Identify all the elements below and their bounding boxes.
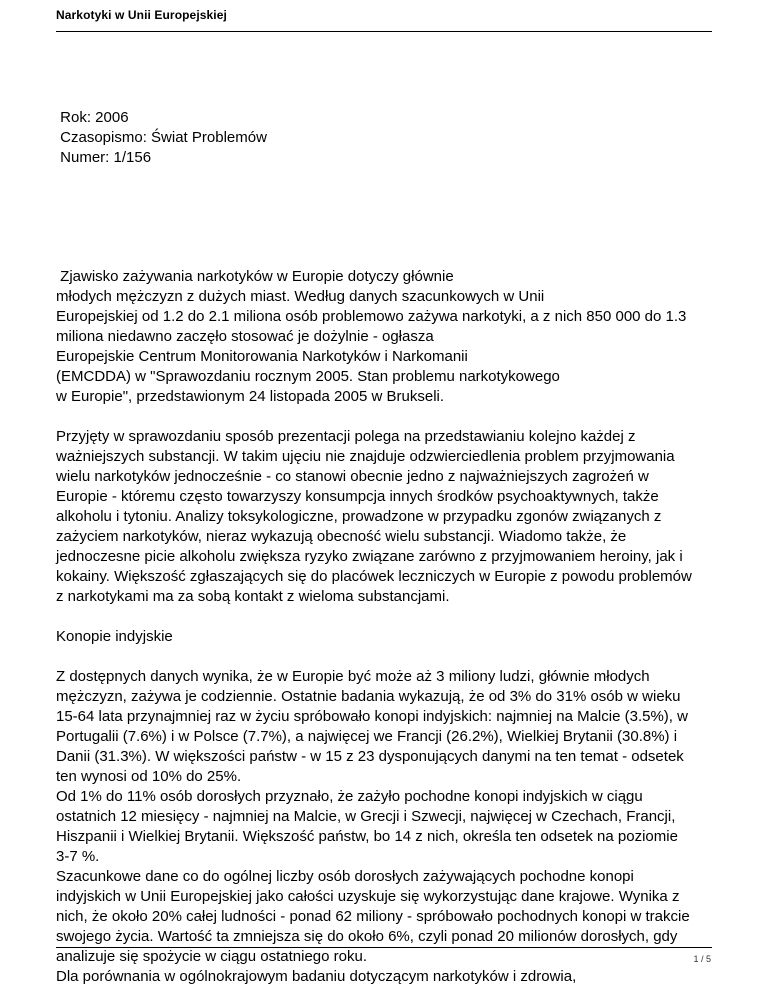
text-line: nich, że około 20% całej ludności - ponad 62 miliony - spróbowało pochodnych konopi w trakcie bbox=[56, 908, 690, 925]
section-heading bbox=[56, 627, 726, 647]
page-number: 1 / 5 bbox=[693, 954, 711, 964]
text-line: Europie - któremu często towarzyszy konsumpcja innych środków psychoaktywnych, także bbox=[56, 488, 659, 505]
text-line: kokainy. Większość zgłaszających się do placówek leczniczych w Europie z powodu problemów bbox=[56, 568, 692, 585]
text-line: mężczyzn, zażywa je codziennie. Ostatnie badania wykazują, że od 3% do 31% osób w wieku bbox=[56, 688, 681, 705]
paragraph-gap bbox=[56, 407, 726, 427]
text-line: w Europie", przedstawionym 24 listopada 2005 w Brukseli. bbox=[56, 388, 445, 405]
text-line: analizuje się spożycie w ciągu ostatniego roku. bbox=[56, 948, 368, 965]
text-line: miliona niedawno zaczęło stosować je dożylnie - ogłasza bbox=[56, 328, 434, 345]
text-line: ważniejszych substancji. W takim ujęciu nie znajduje odzwierciedlenia problem przyjmowania bbox=[56, 448, 675, 465]
text-line: (EMCDDA) w "Sprawozdaniu rocznym 2005. Stan problemu narkotykowego bbox=[56, 368, 560, 385]
paragraph-gap bbox=[56, 647, 726, 667]
paragraph bbox=[56, 427, 726, 607]
text-line: Z dostępnych danych wynika, że w Europie być może aż 3 miliony ludzi, głównie młodych bbox=[56, 668, 650, 685]
article-body bbox=[56, 267, 726, 987]
text-line: zażyciem narkotyków, nieraz wykazują obecność wielu substancji. Wiadomo także, że bbox=[56, 528, 627, 545]
text-line: Od 1% do 11% osób dorosłych przyznało, że zażyło pochodne konopi indyjskich w ciągu bbox=[56, 788, 643, 805]
meta-year: Rok: 2006 bbox=[56, 109, 129, 126]
text-line: młodych mężczyzn z dużych miast. Według danych szacunkowych w Unii bbox=[56, 288, 545, 305]
paragraph bbox=[56, 667, 726, 987]
text-line: Europejskie Centrum Monitorowania Narkotyków i Narkomanii bbox=[56, 348, 468, 365]
text-line: Zjawisko zażywania narkotyków w Europie dotyczy głównie bbox=[56, 268, 454, 285]
text-line: z narkotykami ma za sobą kontakt z wieloma substancjami. bbox=[56, 588, 450, 605]
meta-journal: Czasopismo: Świat Problemów bbox=[56, 129, 267, 146]
text-line: Przyjęty w sprawozdaniu sposób prezentacji polega na przedstawianiu kolejno każdej z bbox=[56, 428, 636, 445]
text-line: 15-64 lata przynajmniej raz w życiu spróbowało konopi indyjskich: najmniej na Malcie (3.5%), w bbox=[56, 708, 688, 725]
paragraph-gap bbox=[56, 607, 726, 627]
text-line: Hiszpanii i Wielkiej Brytanii. Większość państw, bo 14 z nich, określa ten odsetek na poziomie bbox=[56, 828, 678, 845]
text-line: Danii (31.3%). W większości państw - w 15 z 23 dysponujących danymi na ten temat - odsetek bbox=[56, 748, 684, 765]
text-line: ostatnich 12 miesięcy - najmniej na Malcie, w Grecji i Szwecji, najwięcej w Czechach, Francji, bbox=[56, 808, 676, 825]
footer-divider bbox=[56, 947, 712, 948]
page-header-title: Narkotyki w Unii Europejskiej bbox=[56, 8, 227, 22]
text-line: ten wynosi od 10% do 25%. bbox=[56, 768, 242, 785]
paragraph bbox=[56, 267, 726, 407]
text-line: Portugalii (7.6%) i w Polsce (7.7%), a najwięcej we Francji (26.2%), Wielkiej Brytanii (30.8%) i bbox=[56, 728, 678, 745]
text-line: jednoczesne picie alkoholu zwiększa ryzyko związane zarówno z przyjmowaniem heroiny, jak i bbox=[56, 548, 683, 565]
text-line: Dla porównania w ogólnokrajowym badaniu dotyczącym narkotyków i zdrowia, bbox=[56, 968, 577, 985]
header-divider bbox=[56, 31, 712, 32]
article-metadata bbox=[56, 108, 267, 168]
text-line: Europejskiej od 1.2 do 2.1 miliona osób problemowo zażywa narkotyki, a z nich 850 000 do 1.3 bbox=[56, 308, 687, 325]
text-line: alkoholu i tytoniu. Analizy toksykologiczne, prowadzone w przypadku zgonów związanych z bbox=[56, 508, 662, 525]
text-line: Szacunkowe dane co do ogólnej liczby osób dorosłych zażywających pochodne konopi bbox=[56, 868, 634, 885]
text-line: 3-7 %. bbox=[56, 848, 100, 865]
meta-issue: Numer: 1/156 bbox=[56, 149, 152, 166]
text-line: Konopie indyjskie bbox=[56, 628, 173, 645]
text-line: wielu narkotyków jednocześnie - co stanowi obecnie jedno z najważniejszych zagrożeń w bbox=[56, 468, 649, 485]
text-line: indyjskich w Unii Europejskiej jako całości uzyskuje się wykorzystując dane krajowe. Wynika z bbox=[56, 888, 680, 905]
text-line: swojego życia. Wartość ta zmniejsza się do około 6%, czyli ponad 20 milionów dorosłych, gdy bbox=[56, 928, 678, 945]
